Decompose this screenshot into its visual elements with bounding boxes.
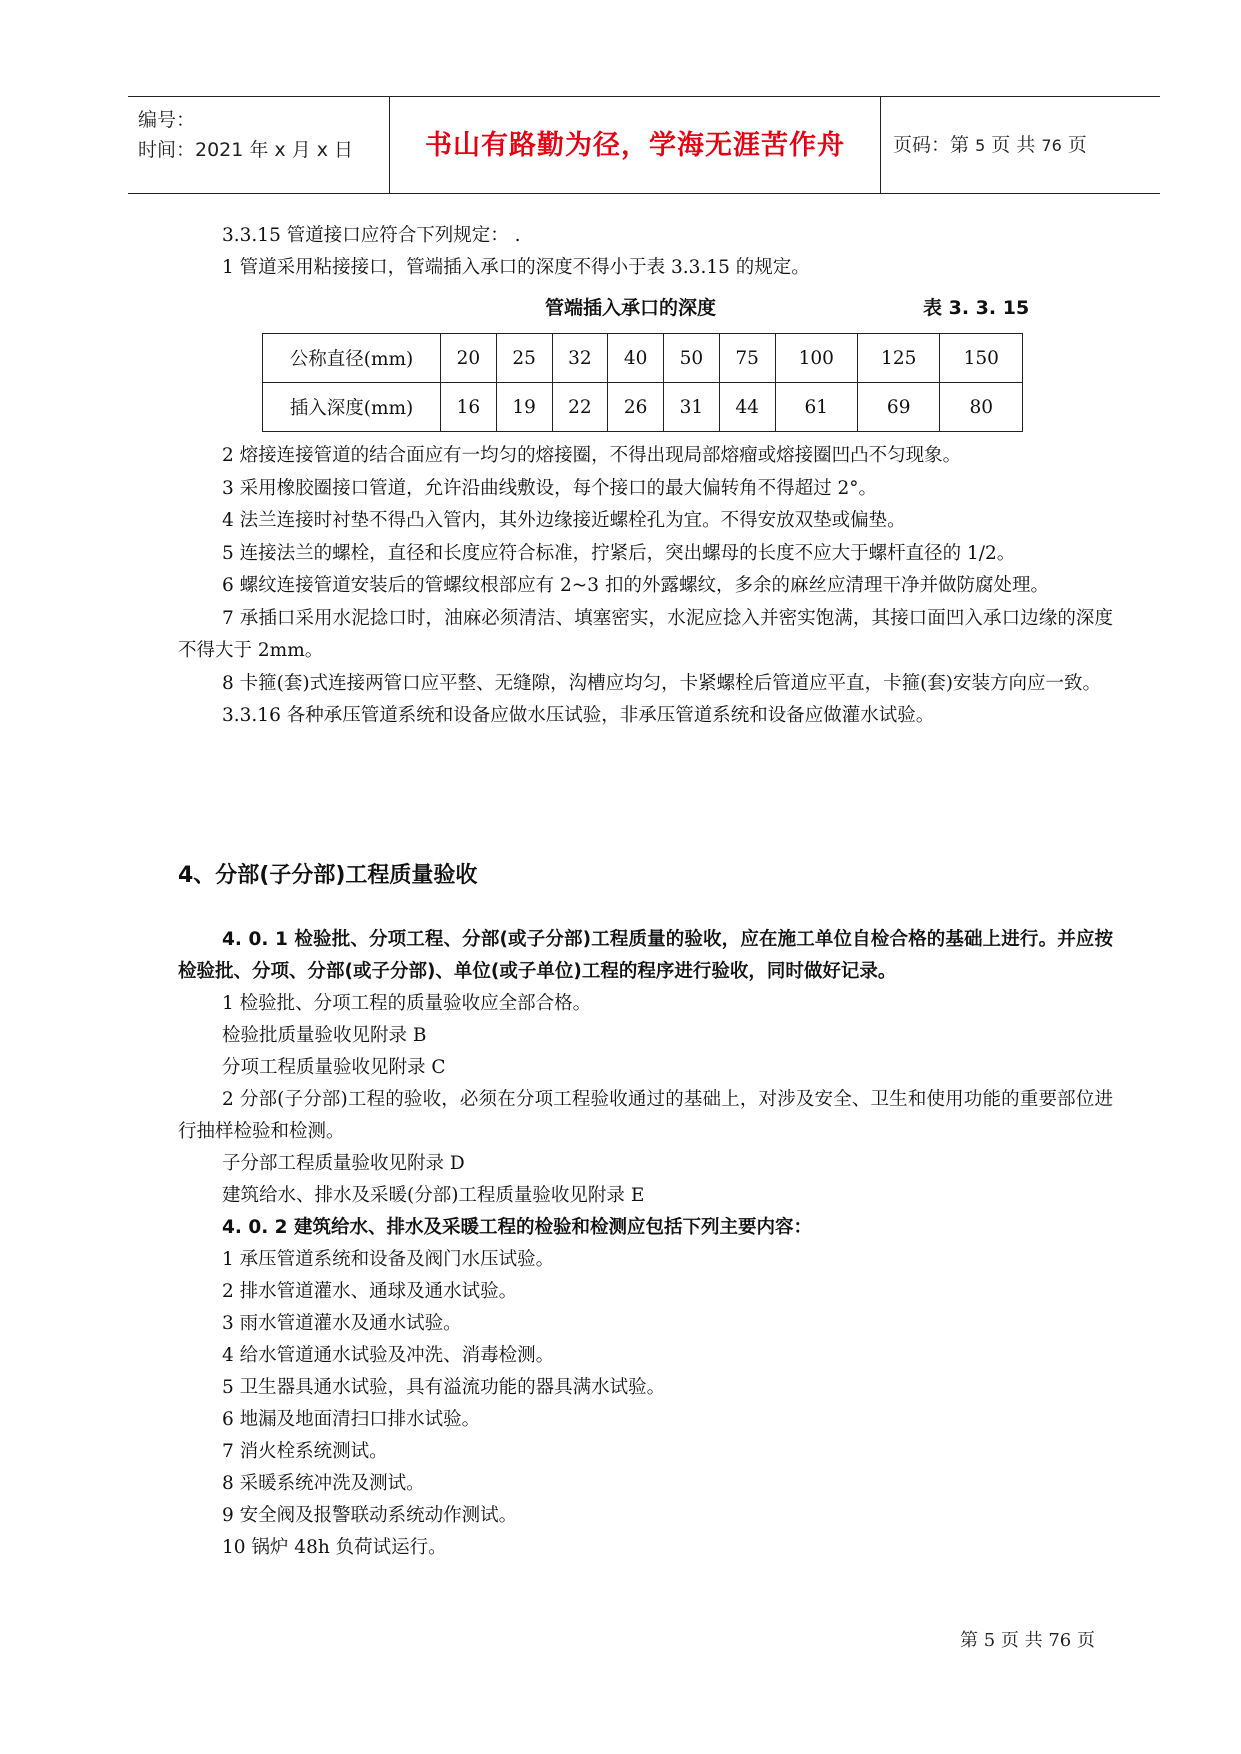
paragraph: 6 螺纹连接管道安装后的管螺纹根部应有 2~3 扣的外露螺纹，多余的麻丝应清理干净并做防腐处理。: [222, 575, 1049, 596]
list-item: 5 卫生器具通水试验，具有溢流功能的器具满水试验。: [222, 1377, 666, 1398]
acceptance-block: [178, 924, 1113, 1564]
header-page-total: 76: [1041, 136, 1062, 155]
section-heading: 4、分部(子分部)工程质量验收: [178, 863, 478, 888]
paragraph: 1 管道采用粘接接口，管端插入承口的深度不得小于表 3.3.15 的规定。: [222, 257, 810, 278]
list-item: 4 给水管道通水试验及冲洗、消毒检测。: [222, 1345, 555, 1366]
table-cell: 32: [552, 334, 608, 383]
list-item: 1 承压管道系统和设备及阀门水压试验。: [222, 1249, 555, 1270]
table-row: [263, 383, 1023, 432]
header-page-info: [893, 130, 1153, 157]
paragraph: 1 检验批、分项工程的质量验收应全部合格。: [222, 993, 592, 1014]
table-cell: 61: [775, 383, 857, 432]
bold-paragraph: 4. 0. 1 检验批、分项工程、分部(或子分部)工程质量的验收，应在施工单位自检合格的基础上进行。并应按检验批、分项、分部(或子分部)、单位(或子单位)工程的程序进行验收，同时做好记录。: [178, 929, 1113, 982]
page-header: [128, 96, 1160, 194]
header-page-mid: 页 共: [991, 134, 1036, 156]
header-page-suffix: 页: [1067, 134, 1087, 156]
table-number: 表 3. 3. 15: [923, 297, 1030, 319]
paragraph: 8 卡箍(套)式连接两管口应平整、无缝隙，沟槽应均匀，卡紧螺栓后管道应平直，卡箍(套)安装方向应一致。: [222, 672, 1102, 694]
table-cell: 100: [775, 334, 857, 383]
table-cell: 插入深度(mm): [263, 383, 441, 432]
intro-block: [178, 220, 1113, 284]
list-item: 2 排水管道灌水、通球及通水试验。: [222, 1281, 518, 1302]
table-cell: 26: [608, 383, 664, 432]
paragraph: 3 采用橡胶圈接口管道，允许沿曲线敷设，每个接口的最大偏转角不得超过 2°。: [222, 477, 878, 499]
table-cell: 69: [857, 383, 939, 432]
page-footer: 第 5 页 共 76 页: [960, 1630, 1095, 1651]
list-item: 7 消火栓系统测试。: [222, 1441, 388, 1462]
paragraph: 3.3.16 各种承压管道系统和设备应做水压试验，非承压管道系统和设备应做灌水试验。: [222, 705, 935, 726]
table-cell: 50: [664, 334, 720, 383]
paragraph: 建筑给水、排水及采暖(分部)工程质量验收见附录 E: [222, 1185, 645, 1206]
table-cell: 40: [608, 334, 664, 383]
paragraph: 分项工程质量验收见附录 C: [222, 1057, 446, 1078]
paragraph: 检验批质量验收见附录 B: [222, 1025, 427, 1046]
paragraph: 4 法兰连接时衬垫不得凸入管内，其外边缘接近螺栓孔为宜。不得安放双垫或偏垫。: [222, 510, 906, 531]
paragraph: 3.3.15 管道接口应符合下列规定： .: [222, 225, 521, 246]
list-item: 3 雨水管道灌水及通水试验。: [222, 1313, 462, 1334]
list-item: 6 地漏及地面清扫口排水试验。: [222, 1409, 481, 1430]
header-number: 编号：: [138, 109, 196, 131]
paragraph: 5 连接法兰的螺栓，直径和长度应符合标准，拧紧后，突出螺母的长度不应大于螺杆直径的 1/2。: [222, 542, 1016, 564]
table-row: [263, 334, 1023, 383]
table-cell: 16: [441, 383, 497, 432]
table-cell: 19: [496, 383, 552, 432]
joint-rules-block: [178, 440, 1113, 733]
table-cell: 22: [552, 383, 608, 432]
bold-paragraph: 4. 0. 2 建筑给水、排水及采暖工程的检验和检测应包括下列主要内容：: [222, 1217, 812, 1238]
paragraph: 子分部工程质量验收见附录 D: [222, 1153, 465, 1174]
table-cell: 25: [496, 334, 552, 383]
table-cell: 125: [857, 334, 939, 383]
list-item: 8 采暖系统冲洗及测试。: [222, 1473, 425, 1494]
header-page-num: 5: [975, 136, 986, 155]
table-cell: 80: [940, 383, 1023, 432]
header-motto: 书山有路勤为径，学海无涯苦作舟: [425, 130, 845, 161]
header-meta: [138, 105, 388, 165]
paragraph: 7 承插口采用水泥捻口时，油麻必须清洁、填塞密实，水泥应捻入并密实饱满，其接口面凹入承口边缘的深度不得大于 2mm。: [178, 607, 1113, 661]
table-title: 管端插入承口的深度: [545, 297, 717, 319]
depth-table: [262, 333, 1023, 432]
header-page-prefix: 页码：第: [893, 134, 970, 156]
table-cell: 75: [719, 334, 775, 383]
table-cell: 31: [664, 383, 720, 432]
header-time: 时间：2021 年 x 月 x 日: [138, 139, 354, 161]
list-item: 10 锅炉 48h 负荷试运行。: [222, 1537, 447, 1558]
table-cell: 公称直径(mm): [263, 334, 441, 383]
paragraph: 2 分部(子分部)工程的验收，必须在分项工程验收通过的基础上，对涉及安全、卫生和使用功能的重要部位进行抽样检验和检测。: [178, 1089, 1113, 1142]
table-cell: 150: [940, 334, 1023, 383]
list-item: 9 安全阀及报警联动系统动作测试。: [222, 1505, 518, 1526]
table-cell: 20: [441, 334, 497, 383]
paragraph: 2 熔接连接管道的结合面应有一均匀的熔接圈，不得出现局部熔瘤或熔接圈凹凸不匀现象。: [222, 445, 962, 466]
table-cell: 44: [719, 383, 775, 432]
header-divider: [880, 97, 881, 193]
